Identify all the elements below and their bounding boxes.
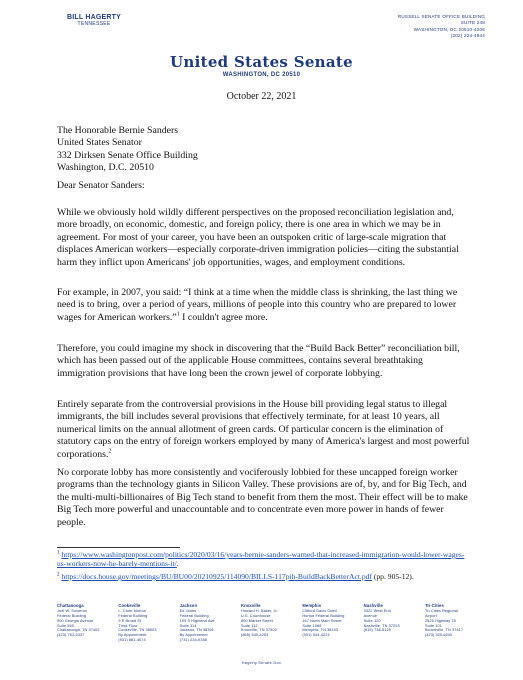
footnote-tail: (pp. 905-12). (371, 572, 414, 581)
office-line: (423) 325-6240 (424, 633, 453, 638)
footnote-number: 2 (57, 572, 60, 578)
office-city: Nashville (363, 603, 383, 608)
footnote-ref-1: 1 (176, 311, 180, 318)
office-line: Ed Jones (179, 609, 197, 614)
office-address-line: (202) 224-4944 (450, 32, 485, 38)
office-line: Federal Building (179, 614, 209, 619)
office-line: (423) 752-5337 (57, 633, 85, 638)
office-line: Suite 1068 (302, 623, 322, 628)
office-line: Tri-Cities Regional (424, 609, 458, 614)
office-line: Suite 260 (57, 623, 74, 628)
office-line: Howard H. Baker, Jr. (240, 609, 278, 614)
office-chattanooga (57, 604, 109, 643)
office-line: Blountville, TN 37617 (424, 628, 464, 633)
office-memphis (302, 604, 354, 643)
masthead (0, 53, 523, 78)
office-line: Federal Building (57, 614, 87, 619)
office-line: Suite 112 (240, 623, 258, 628)
office-city: Knoxville (240, 603, 261, 608)
footnote-tail: . (176, 559, 179, 569)
recipient-line: United States Senator (57, 137, 142, 149)
paragraph-4-text: Entirely separate from the controversial provisions in the House bill providing legal status to illegal immigrants, the bill includes several provisions that effectively terminate, for at least 10 years, all numerical limits on the annual allotment of green cards. Of particular concern is the elimination of statutory caps on the entry of foreign workers employed by many of America's largest and most powerful corporations. (57, 399, 470, 460)
state-offices (57, 604, 477, 643)
recipient-line: Washington, D.C. 20510 (57, 161, 154, 173)
office-line: Suite 101 (424, 623, 442, 628)
office-address-line: WASHINGTON, DC 20510-4206 (413, 26, 485, 32)
paragraph-4 (57, 399, 473, 461)
office-line: 2525 Highway 75 (424, 618, 456, 623)
office-line: Federal Building (118, 614, 148, 619)
senator-state: TENNESSEE (77, 21, 111, 27)
office-line: 800 Market Street (240, 618, 273, 623)
office-line: (731) 234-9358 (179, 638, 208, 643)
office-line: (901) 544-4224 (302, 633, 330, 638)
office-line: By Appointment (179, 633, 208, 638)
senator-name: BILL HAGERTY (67, 14, 121, 21)
office-line: Airport (424, 614, 437, 619)
office-city: Memphis (302, 603, 322, 608)
office-line: Jackson, TN 38301 (179, 628, 215, 633)
office-address-line: RUSSELL SENATE OFFICE BUILDING (397, 14, 485, 19)
office-knoxville (241, 604, 293, 643)
senator-header (34, 14, 154, 27)
office-line: Memphis, TN 38103 (302, 628, 339, 633)
footnote-number: 1 (57, 550, 60, 556)
masthead-location: WASHINGTON, DC 20510 (222, 72, 301, 78)
office-line: U.S. Courthouse (240, 614, 271, 619)
office-city: Cookeville (118, 603, 141, 608)
salutation: Dear Senator Sanders: (57, 180, 145, 191)
office-line: 9 E Broad St (118, 618, 142, 623)
office-address (365, 14, 485, 39)
footnote-1 (57, 550, 473, 569)
footnote-link[interactable]: https://www.washingtonpost.com/politics/2020/03/16/years-bernie-sanders-warned-that-increased-immigration-would-lower-wages-us-workers-now-he-barely-mentions-it/ (57, 550, 465, 569)
office-line: Suite 314 (179, 623, 197, 628)
office-line: Horton Federal Building (302, 614, 345, 619)
office-line: L. Clure Morton (118, 609, 146, 614)
office-cookeville (118, 604, 170, 643)
office-city: Jackson (179, 603, 198, 608)
footnote-2 (57, 572, 473, 581)
office-line: (615) 736-5129 (363, 628, 392, 633)
paragraph-2 (57, 287, 473, 324)
recipient-line: The Honorable Bernie Sanders (57, 125, 179, 136)
office-line: 167 North Main Street (302, 618, 342, 623)
office-line: (865) 545-4253 (240, 633, 269, 638)
letter-date: October 22, 2021 (226, 91, 297, 102)
footnote-ref-2: 2 (108, 448, 112, 455)
office-city: Chattanooga (57, 603, 84, 608)
recipient-block (57, 125, 198, 174)
office-line: Knoxville, TN 37902 (240, 628, 277, 633)
office-line: Avenue (363, 614, 378, 619)
office-line: Cookeville, TN 38503 (118, 628, 157, 633)
office-line: Clifford Davis Odell (302, 609, 337, 614)
office-address-line: SUITE 248 (460, 20, 485, 26)
office-line: 900 Georgia Avenue (57, 618, 94, 623)
paragraph-2-text: For example, in 2007, you said: “I think at a time when the middle class is shrinking, the last thing we need is to bring, over a period of years, millions of people into this country who are prepared to lower wages for American workers.” (57, 287, 458, 323)
masthead-title: United States Senate (170, 53, 353, 71)
office-line: Joel W. Solomon (57, 609, 87, 614)
paragraph-5: No corporate lobby has more consistently and vociferously lobbied for these uncapped foreign worker programs than the technology giants in Silicon Valley. These provisions are of, by, and for Big Tech, and the multi-multi-billionaires of Big Tech stand to benefit from them the most. Their effect will be to make Big Tech more powerful and unaccountable and to concentrate even more power in hands of fewer people. (57, 467, 468, 528)
paragraph-1: While we obviously hold wildly different perspectives on the proposed reconciliation legislation and, more broadly, on economic, domestic, and foreign policy, there is one area in which we may be in agreement. For most of your career, you have been an outspoken critic of large-scale migration that displaces American workers—especially corporate-driven immigration policies—citing the substantial harm they inflict upon Americans' job opportunities, wages, and employment conditions. (57, 207, 459, 268)
office-line: Suite 120 (363, 618, 381, 623)
office-line: Third Floor (118, 623, 138, 628)
office-line: Nashville, TN 37203 (363, 623, 400, 628)
office-line: (931) 881-4674 (118, 638, 146, 643)
website: Hagerty.Senate.Gov (241, 661, 282, 665)
office-city: Tri-Cities (424, 603, 444, 608)
paragraph-3: Therefore, you could imagine my shock in discovering that the “Build Back Better” reconciliation bill, which has been passed out of the applicable House committees, contains several breathtaking immigration provisions that have long been the crown jewel of corporate lobbying. (57, 343, 460, 379)
footnote-divider (57, 547, 180, 548)
office-jackson (180, 604, 232, 643)
footnote-link[interactable]: https://docs.house.gov/meetings/BU/BU00/20210925/114090/BILLS-117pih-BuildBackBetterAct.pdf (61, 572, 372, 581)
office-line: By Appointment (118, 633, 147, 638)
office-line: 109 S Highland Ave (179, 618, 215, 623)
office-nashville (364, 604, 416, 643)
office-tri-cities (425, 604, 477, 643)
paragraph-2-tail: I couldn't agree more. (179, 311, 268, 323)
office-line: Chattanooga, TN 37402 (57, 628, 100, 633)
recipient-line: 332 Dirksen Senate Office Building (57, 149, 198, 161)
office-line: 3322 West End (363, 609, 391, 614)
